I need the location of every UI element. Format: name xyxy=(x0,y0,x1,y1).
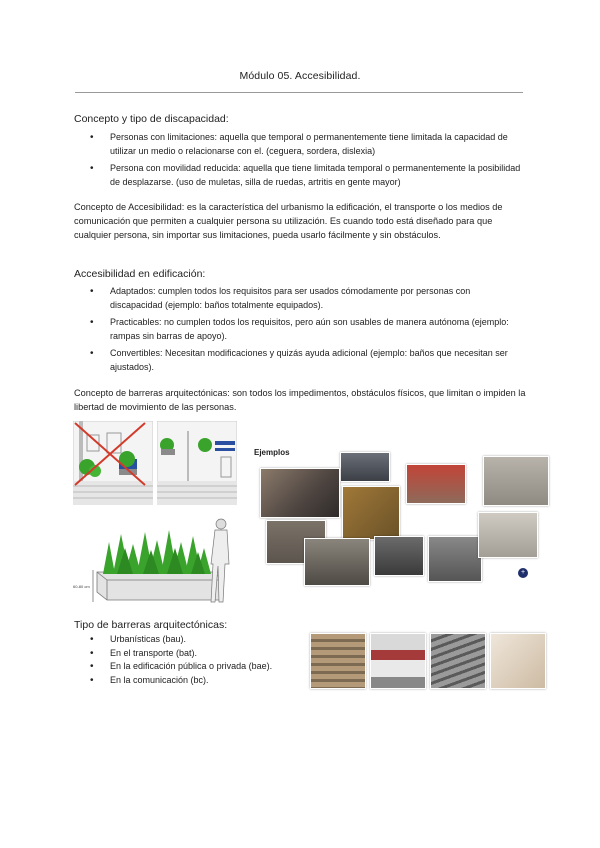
list-item: • En la comunicación (bc). xyxy=(90,674,310,688)
section-heading-edificacion: Accesibilidad en edificación: xyxy=(74,268,206,280)
photo xyxy=(490,633,546,689)
photo xyxy=(374,536,424,576)
street-diagram-right xyxy=(157,421,237,505)
ejemplos-label: Ejemplos xyxy=(254,448,290,457)
photo xyxy=(483,456,549,506)
planter-height-label: 60-80 cm xyxy=(73,584,90,589)
header-rule xyxy=(75,92,523,93)
photo xyxy=(370,633,426,689)
photo xyxy=(430,633,486,689)
list-item: • Urbanísticas (bau). xyxy=(90,633,310,647)
list-item: • Practicables: no cumplen todos los requisitos, pero aún son usables de manera autónoma (ejemplo: rampas sin barras de apoyo). xyxy=(90,316,524,343)
photo xyxy=(260,468,340,518)
list-item: • Adaptados: cumplen todos los requisitos para ser usados cómodamente por personas con discapacidad (ejemplo: baños totalmente equipados). xyxy=(90,285,524,312)
section-heading-discapacidad: Concepto y tipo de discapacidad: xyxy=(74,113,229,125)
tipo-barreras-list xyxy=(90,633,310,687)
list-item: • Persona con movilidad reducida: aquella que tiene limitada temporal o permanentemente la posibilidad de desplazarse. (uso de muletas, silla de ruedas, artritis en gente mayor) xyxy=(90,162,524,189)
street-diagram-wrong xyxy=(73,421,153,505)
list-item: • Convertibles: Necesitan modificaciones y quizás ayuda adicional (ejemplo: baños que necesitan ser ajustados). xyxy=(90,347,524,374)
photo xyxy=(310,633,366,689)
section-heading-tipo-barreras: Tipo de barreras arquitectónicas: xyxy=(74,619,228,631)
photo xyxy=(340,452,390,482)
photo-collage xyxy=(256,450,556,590)
barreras-paragraph: Concepto de barreras arquitectónicas: son todos los impedimentos, obstáculos físicos, que limitan o impiden la libertad de movimiento de las personas. xyxy=(74,388,526,412)
photo xyxy=(406,464,466,504)
list-item: • En la edificación pública o privada (bae). xyxy=(90,660,310,674)
edificacion-list xyxy=(90,285,524,378)
photo xyxy=(478,512,538,558)
photo xyxy=(342,486,400,540)
photo-marker-icon: + xyxy=(518,568,528,578)
photo xyxy=(428,536,482,582)
page-header: Módulo 05. Accesibilidad. xyxy=(239,70,361,82)
planter-drawing xyxy=(73,514,235,606)
discapacidad-list xyxy=(90,131,524,193)
list-item: • Personas con limitaciones: aquella que temporal o permanentemente tiene limitada la capacidad de utilizar un medio o relacionarse con el. (ceguera, sordera, dislexia) xyxy=(90,131,524,158)
list-item: • En el transporte (bat). xyxy=(90,647,310,661)
barrier-photos xyxy=(310,633,550,689)
photo xyxy=(304,538,370,586)
accesibilidad-paragraph: Concepto de Accesibilidad: es la característica del urbanismo la edificación, el transporte o los medios de comunicación que permiten a cualquier persona su utilización. Es cuando todo está diseñado para que cualquier persona, sin importar sus limitaciones, pueda usarlo fácilmente y sin obstáculos. xyxy=(74,202,503,240)
